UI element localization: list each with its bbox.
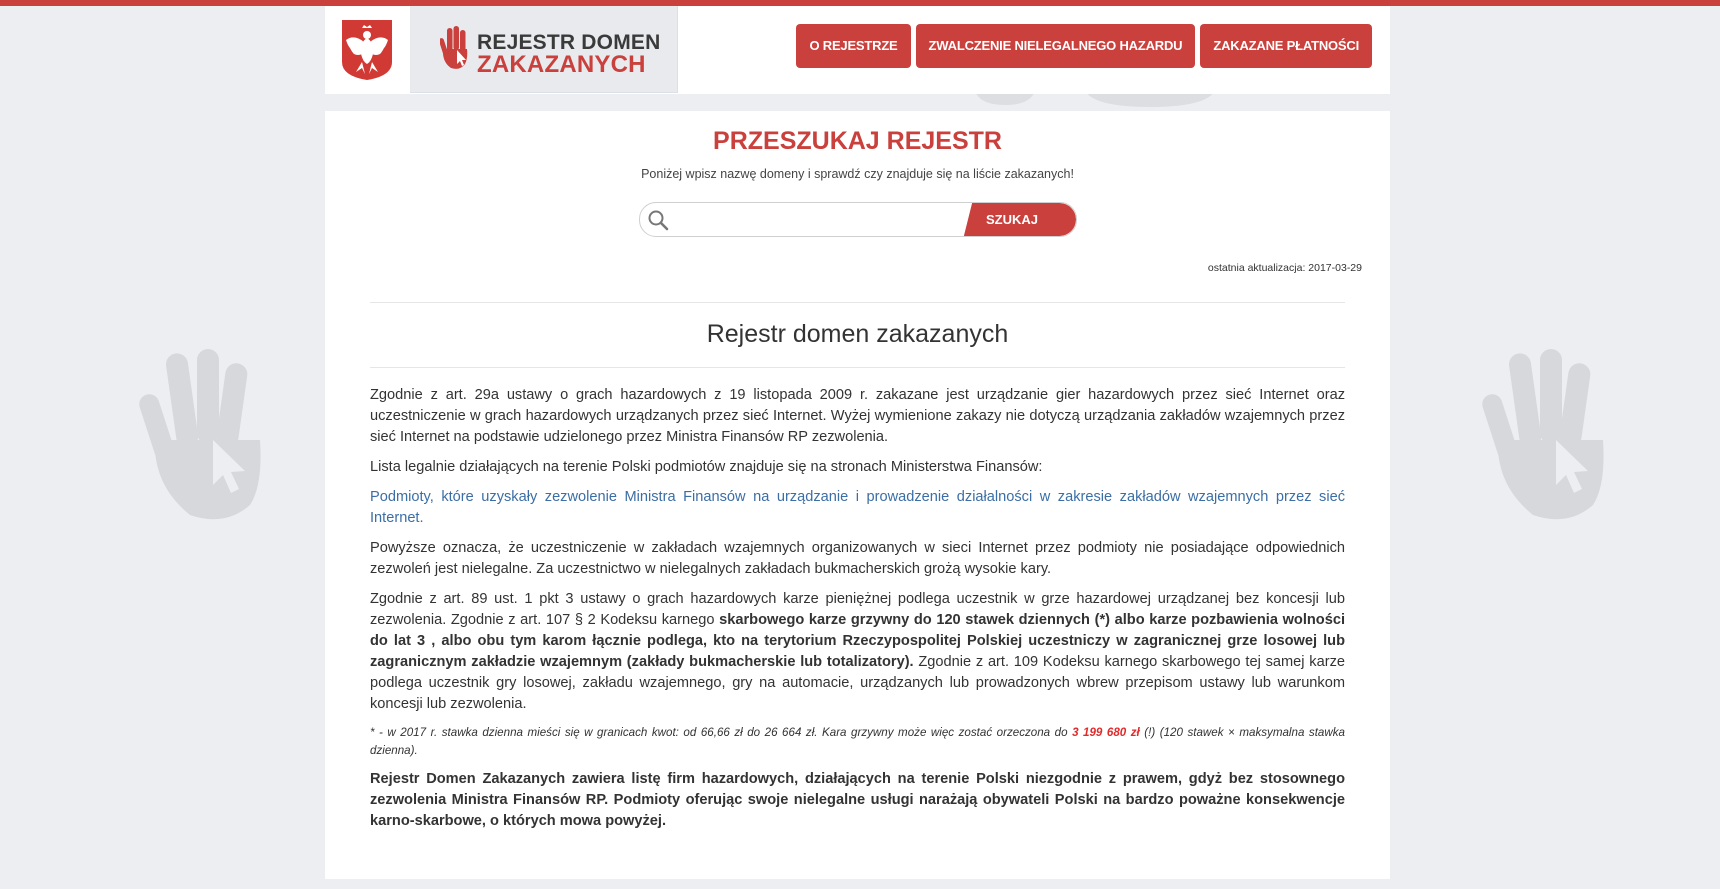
article-body: [370, 385, 1345, 841]
licensed-entities-link[interactable]: Podmioty, które uzyskały zezwolenie Ministra Finansów na urządzanie i prowadzenie działalności w zakresie zakładów wzajemnych przez sieć Internet.: [370, 489, 1345, 526]
divider: [370, 302, 1345, 303]
nav-zakazane-platnosci-button[interactable]: ZAKAZANE PŁATNOŚCI: [1200, 24, 1372, 68]
logo-text-bottom: ZAKAZANYCH: [477, 51, 646, 78]
penalties-text-bold: skarbowego karze grzywny do 120 stawek dziennych (*) albo karze pozbawienia wolności do lat 3 , albo obu tym karom łącznie podlega, kto na terytorium Rzeczypospolitej Polskiej uczestniczy w zagranicznej grze losowej lub zagranicznym zakładzie wzajemnym (zakłady bukmacherskie lub totalizatory).: [370, 612, 1346, 670]
logo-text-top: REJESTR DOMEN: [477, 31, 661, 54]
article-title: Rejestr domen zakazanych: [706, 320, 1009, 348]
nav-zwalczanie-hazardu-button[interactable]: ZWALCZENIE NIELEGALNEGO HAZARDU: [916, 24, 1196, 68]
polish-eagle-emblem-icon: [340, 18, 394, 82]
search-icon: [647, 209, 669, 231]
site-logo[interactable]: [410, 6, 678, 93]
penalties-text-a: Zgodnie z art. 89 ust. 1 pkt 3 ustawy o grach hazardowych karze pieniężnej podlega uczestnik w grze hazardowej urządzanej bez koncesji lub zezwolenia. Zgodnie z art. 107 § 2 Kodeksu karnego: [370, 591, 1345, 628]
hand-stop-logo-icon: [440, 26, 470, 70]
divider: [370, 367, 1345, 368]
domain-search-input[interactable]: [674, 203, 978, 236]
hand-stop-right-icon: [1478, 345, 1618, 525]
last-update-text: ostatnia aktualizacja: 2017-03-29: [1207, 262, 1362, 274]
paragraph-legal-list: Lista legalnie działających na terenie Polski podmiotów znajduje się na stronach Ministerstwa Finansów:: [370, 459, 1043, 475]
nav-o-rejestrze-button[interactable]: O REJESTRZE: [796, 24, 910, 68]
search-bar: [639, 202, 1077, 237]
paragraph-link: [370, 487, 1345, 529]
search-button[interactable]: SZUKAJ: [976, 203, 1076, 236]
main-nav: [796, 24, 1372, 68]
paragraph-summary: [370, 769, 1345, 832]
summary-text: Rejestr Domen Zakazanych zawiera listę firm hazardowych, działających na terenie Polski niezgodnie z prawem, gdyż bez stosownego zezwolenia Ministra Finansów RP. Podmioty oferując swoje nielegalne usługi narażają obywateli Polski na bardzo poważne konsekwencje karno-skarbowe, o których mowa powyżej.: [370, 771, 1345, 829]
main-content: [325, 111, 1390, 879]
search-subtitle: Poniżej wpisz nazwę domeny i sprawdź czy znajduje się na liście zakazanych!: [641, 167, 1074, 181]
paragraph-law: Zgodnie z art. 29a ustawy o grach hazardowych z 19 listopada 2009 r. zakazane jest urządzanie gier hazardowych przez sieć Internet oraz uczestniczenie w grach hazardowych urządzanych przez sieć Internet. Wyżej wymienione zakazy nie dotyczą urządzania zakładów wzajemnych przez sieć Internet na podstawie udzielonego przez Ministra Finansów RP zezwolenia.: [370, 387, 1345, 445]
paragraph-penalties: [370, 589, 1345, 715]
paragraph-illegal: Powyższe oznacza, że uczestniczenie w zakładach wzajemnych organizowanych w sieci Internet przez podmioty nie posiadające odpowiednich zezwoleń jest nielegalne. Za uczestnictwo w nielegalnych zakładach bukmacherskich grożą wysokie kary.: [370, 540, 1345, 577]
footnote-amount: 3 199 680 zł: [1072, 726, 1140, 739]
footnote-text-c: (!) (120 stawek × maksymalna stawka dzienna).: [370, 726, 1346, 757]
footnote-text-a: * - w 2017 r. stawka dzienna mieści się w granicach kwot: od 66,66 zł do 26 664 zł. Kara grzywny może więc zostać orzeczona do: [370, 726, 1073, 739]
site-header: [325, 6, 1390, 94]
footnote: [370, 724, 1345, 760]
search-title: PRZESZUKAJ REJESTR: [713, 127, 1002, 155]
hand-deco-icon: [975, 91, 1215, 111]
penalties-text-c: Zgodnie z art. 109 Kodeksu karnego skarbowego tej samej karze podlega uczestnik gry losowej, zakładu wzajemnego, gry na automacie, urządzanych lub prowadzonych wbrew przepisom ustawy lub warunkom koncesji lub zezwolenia.: [370, 654, 1345, 712]
emblem-link[interactable]: [325, 6, 410, 94]
hand-stop-left-icon: [135, 345, 275, 525]
